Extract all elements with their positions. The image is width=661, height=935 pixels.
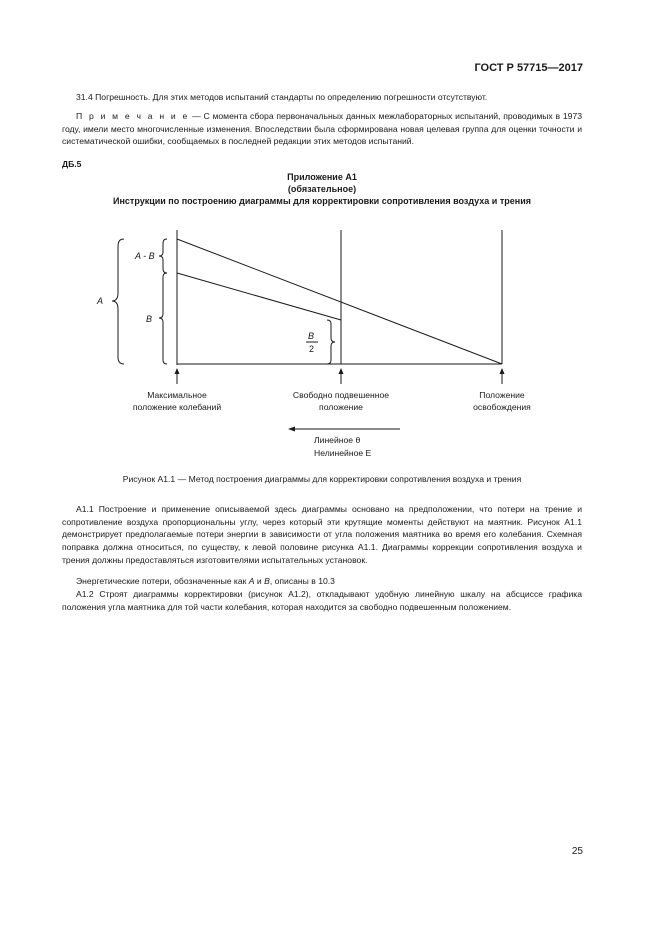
note-label: П р и м е ч а н и е (76, 111, 190, 121)
appendix-heading: Инструкции по построению диаграммы для корректировки сопротивления воздуха и трения (113, 196, 531, 206)
label-max-line2: положение колебаний (132, 402, 222, 412)
label-free-line1: Свободно подвешенное (292, 390, 390, 400)
paragraph-energy (62, 575, 582, 588)
scale-legend (314, 434, 371, 460)
energy-a: А (248, 576, 255, 586)
brace-b (159, 273, 167, 364)
arrow-up-icon (175, 368, 180, 374)
energy-b: В (264, 576, 270, 586)
brace-a (112, 239, 124, 364)
label-free-line2: положение (319, 402, 363, 412)
arrow-left-icon (288, 427, 295, 432)
brace-b-half (327, 320, 335, 364)
label-b: B (146, 314, 153, 324)
energy-mid: и (254, 576, 265, 586)
paragraph-a1-1: А1.1 Построение и применение описываемой здесь диаграммы основано на предположении, что потери на трение и сопротивление воздуха пропорциональны углу, через который эти крутящие моменты действуют на маятник. Рисунок А1.1 демонстрирует предполагаемые потери энергии в зависимости от угла положения маятника во время его колебания. Схемная поправка должна относиться, по существу, к левой половине рисунка А1.1. Диаграммы коррекции сопротивления воздуха и трения должны предоставляться изготовителями испытательных установок. (62, 504, 582, 565)
appendix-status: (обязательное) (287, 184, 357, 194)
standard-header: ГОСТ Р 57715—2017 (474, 62, 583, 74)
arrow-up-icon (500, 368, 505, 374)
energy-post: , описаны в 10.3 (269, 576, 335, 586)
note-text: — С момента сбора первоначальных данных межлабораторных испытаний, проводимых в 1973 году, имели место многочисленные изменения. Впоследствии была сформирована новая целевая группа для оценки точности и систематической ошибки, сообщаемых в последней редакции этих методов испытаний. (62, 111, 583, 147)
paragraph-a1-2: А1.2 Строят диаграммы корректировки (рисунок А1.2), откладывают удобную линейную шкалу на абсциссе графика положения угла маятника для той части колебания, которая находится за свободно подвешенным положением. (62, 589, 582, 612)
label-max-line1: Максимальное (147, 390, 207, 400)
label-linear: Линейное θ (314, 435, 361, 445)
label-a-minus-b: A - B (135, 251, 155, 261)
label-release-position (452, 389, 552, 413)
label-b-half-numerator: B (308, 331, 315, 341)
brace-a-minus-b (159, 239, 167, 273)
label-free-position (271, 389, 411, 413)
line-a (177, 239, 502, 364)
label-a: A (97, 296, 104, 306)
label-release-line2: освобождения (473, 402, 531, 412)
line-b (177, 273, 341, 320)
figure-caption: Рисунок А1.1 — Метод построения диаграммы для корректировки сопротивления воздуха и трения (122, 474, 522, 484)
section-db5: ДБ.5 (62, 159, 82, 169)
label-nonlinear: Нелинейное E (314, 448, 372, 458)
page-number: 25 (571, 846, 583, 857)
energy-pre: Энергетические потери, обозначенные как (76, 576, 249, 586)
appendix-title: Приложение А1 (287, 172, 357, 182)
paragraph-31-4: 31.4 Погрешность. Для этих методов испытаний стандарты по определению погрешности отсутствуют. (76, 92, 488, 102)
label-max-position (117, 389, 237, 413)
label-release-line1: Положение (479, 390, 525, 400)
arrow-up-icon (339, 368, 344, 374)
label-b-half-denominator: 2 (309, 344, 315, 354)
